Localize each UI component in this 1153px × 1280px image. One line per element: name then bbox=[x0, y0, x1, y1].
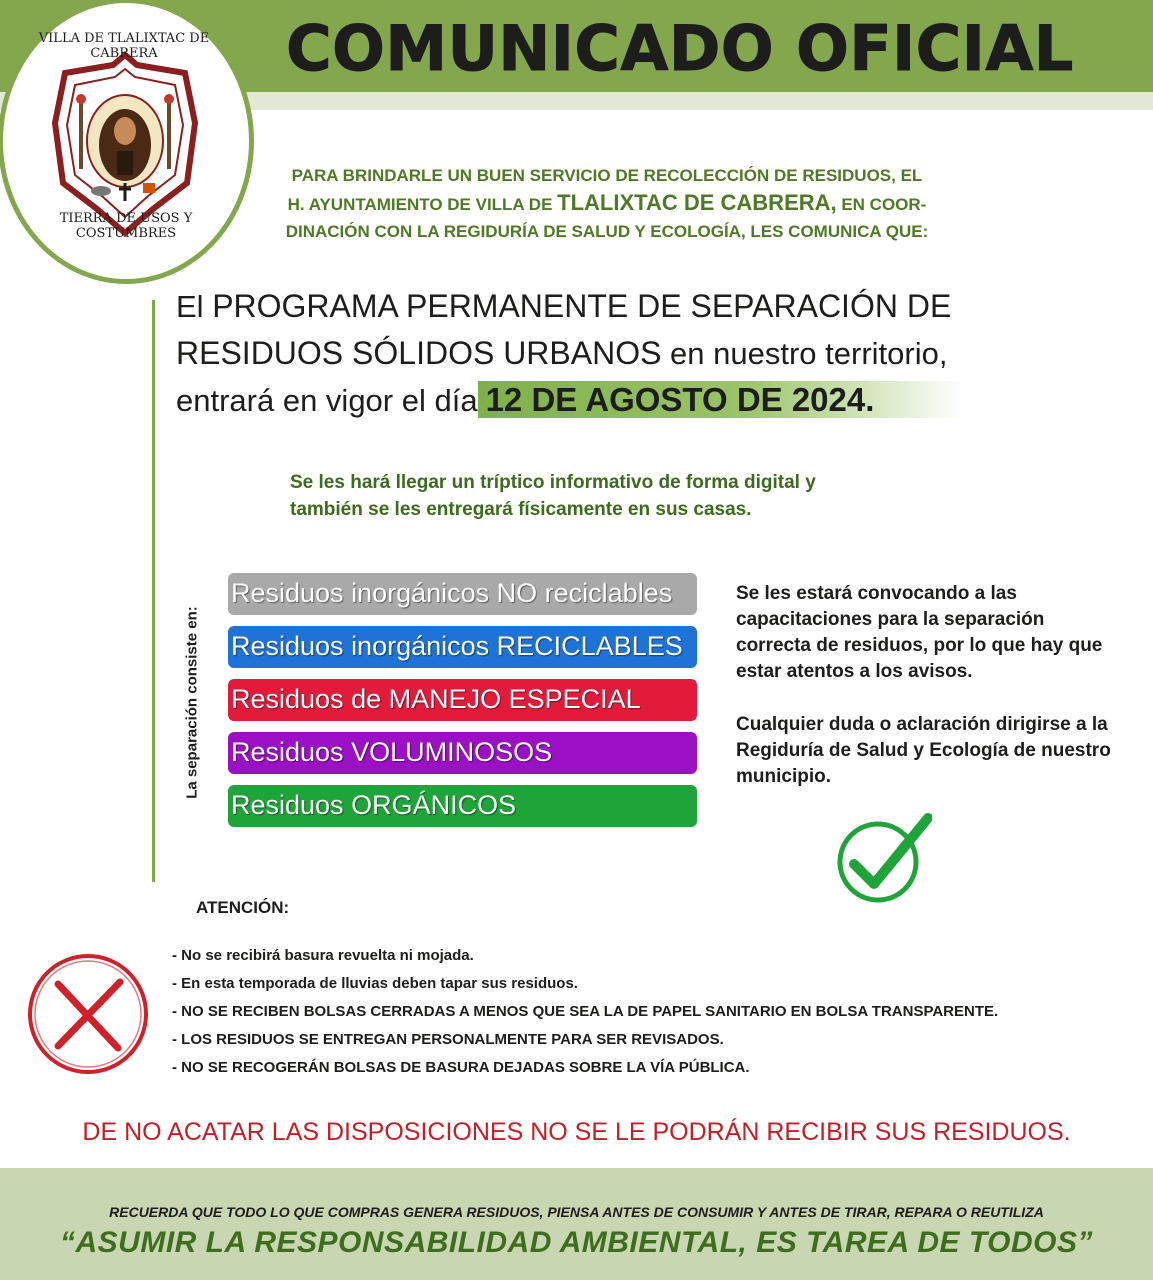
headline-part-6: el día bbox=[401, 383, 478, 418]
category-item: Residuos ORGÁNICOS bbox=[228, 785, 697, 827]
intro-line-2c: EN COOR- bbox=[836, 195, 927, 214]
triptico-note bbox=[290, 469, 990, 523]
footer-reminder: RECUERDA QUE TODO LO QUE COMPRAS GENERA RESIDUOS, PIENSA ANTES DE CONSUMIR Y ANTES DE TIRAR, REPARA O REUTILIZA bbox=[109, 1204, 1044, 1220]
rule-emphasis: NO bbox=[181, 1059, 204, 1076]
intro-line-2 bbox=[232, 189, 982, 218]
attention-rules bbox=[172, 942, 1132, 1082]
start-date-highlight: 12 DE AGOSTO DE 2024. bbox=[478, 381, 965, 418]
footer-band bbox=[0, 1168, 1153, 1280]
triptico-line-1: Se les hará llegar un tríptico informativo de forma digital y bbox=[290, 472, 816, 493]
headline-line-1 bbox=[176, 283, 1076, 330]
attention-rule: - NO SE RECOGERÁN BOLSAS DE BASURA DEJADAS SOBRE LA VÍA PÚBLICA. bbox=[172, 1059, 750, 1076]
rule-text: SE RECIBEN BOLSAS CERRADAS A MENOS QUE SEA LA DE PAPEL SANITARIO EN BOLSA TRANSPARENTE. bbox=[203, 1003, 999, 1020]
red-x-circle-icon bbox=[20, 950, 160, 1080]
rule-text: SE RECOGERÁN BOLSAS DE BASURA DEJADAS SOBRE LA VÍA PÚBLICA. bbox=[203, 1059, 750, 1076]
intro-line-1: PARA BRINDARLE UN BUEN SERVICIO DE RECOLECCIÓN DE RESIDUOS, EL bbox=[291, 166, 923, 185]
attention-title: ATENCIÓN: bbox=[196, 898, 290, 917]
category-item: Residuos de MANEJO ESPECIAL bbox=[228, 679, 697, 721]
separation-label bbox=[176, 590, 206, 826]
rule-text: se recibirá basura revuelta ni mojada. bbox=[201, 947, 474, 964]
headline-part-2: PROGRAMA PERMANENTE DE SEPARACIÓN DE bbox=[212, 288, 952, 324]
rule-text: LOS RESIDUOS SE ENTREGAN PERSONALMENTE PARA SER REVISADOS. bbox=[181, 1031, 724, 1048]
attention-rule: - NO SE RECIBEN BOLSAS CERRADAS A MENOS QUE SEA LA DE PAPEL SANITARIO EN BOLSA TRANSPARENTE. bbox=[172, 1003, 999, 1020]
vertical-divider bbox=[152, 300, 155, 882]
headline-line-2 bbox=[176, 330, 1076, 377]
seal-bottom-text: TIERRA DE USOS Y COSTUMBRES bbox=[59, 211, 193, 241]
seal-top-text: VILLA DE TLALIXTAC DE CABRERA bbox=[38, 31, 210, 61]
intro-paragraph bbox=[232, 162, 982, 245]
municipal-seal bbox=[0, 0, 254, 284]
rule-emphasis: NO bbox=[181, 1003, 204, 1020]
category-item: Residuos VOLUMINOSOS bbox=[228, 732, 697, 774]
headline bbox=[176, 283, 1076, 424]
headline-part-1: El bbox=[176, 289, 213, 324]
headline-part-4: en nuestro territorio, bbox=[661, 336, 948, 371]
intro-line-2a: H. AYUNTAMIENTO DE VILLA DE bbox=[287, 195, 558, 214]
page-title: COMUNICADO OFICIAL bbox=[286, 12, 1074, 85]
triptico-line-2: también se les entregará físicamente en sus casas. bbox=[290, 499, 752, 520]
green-check-circle-icon bbox=[832, 812, 932, 908]
intro-line-3: DINACIÓN CON LA REGIDURÍA DE SALUD Y ECOLOGÍA, LES COMUNICA QUE: bbox=[285, 222, 929, 241]
attention-rule: - En esta temporada de lluvias deben tapar sus residuos. bbox=[172, 975, 578, 992]
separation-label-text: La separación consiste en: bbox=[183, 606, 201, 799]
warning-message: DE NO ACATAR LAS DISPOSICIONES NO SE LE PODRÁN RECIBIR SUS RESIDUOS. bbox=[82, 1118, 1071, 1146]
headline-part-5: entrará en vigor bbox=[176, 383, 402, 418]
headline-line-3 bbox=[176, 377, 1076, 424]
category-item: Residuos inorgánicos RECICLABLES bbox=[228, 626, 697, 668]
municipality-name: TLALIXTAC DE CABRERA, bbox=[557, 190, 837, 215]
attention-rule: - LOS RESIDUOS SE ENTREGAN PERSONALMENTE PARA SER REVISADOS. bbox=[172, 1031, 724, 1048]
footer-slogan: “ASUMIR LA RESPONSABILIDAD AMBIENTAL, ES TAREA DE TODOS” bbox=[59, 1226, 1094, 1259]
rule-text: En esta temporada de lluvias deben tapar sus residuos. bbox=[181, 975, 578, 992]
training-note: Se les estará convocando a las capacitaciones para la separación correcta de residuos, por lo que hay que estar atentos a los avisos. bbox=[736, 583, 1103, 682]
contact-note: Cualquier duda o aclaración dirigirse a la Regiduría de Salud y Ecología de nuestro municipio. bbox=[736, 714, 1111, 787]
attention-rule: - No se recibirá basura revuelta ni mojada. bbox=[172, 947, 474, 964]
rule-emphasis: No bbox=[181, 947, 202, 964]
headline-part-3: RESIDUOS SÓLIDOS URBANOS bbox=[176, 335, 662, 371]
category-item: Residuos inorgánicos NO reciclables bbox=[228, 573, 697, 615]
